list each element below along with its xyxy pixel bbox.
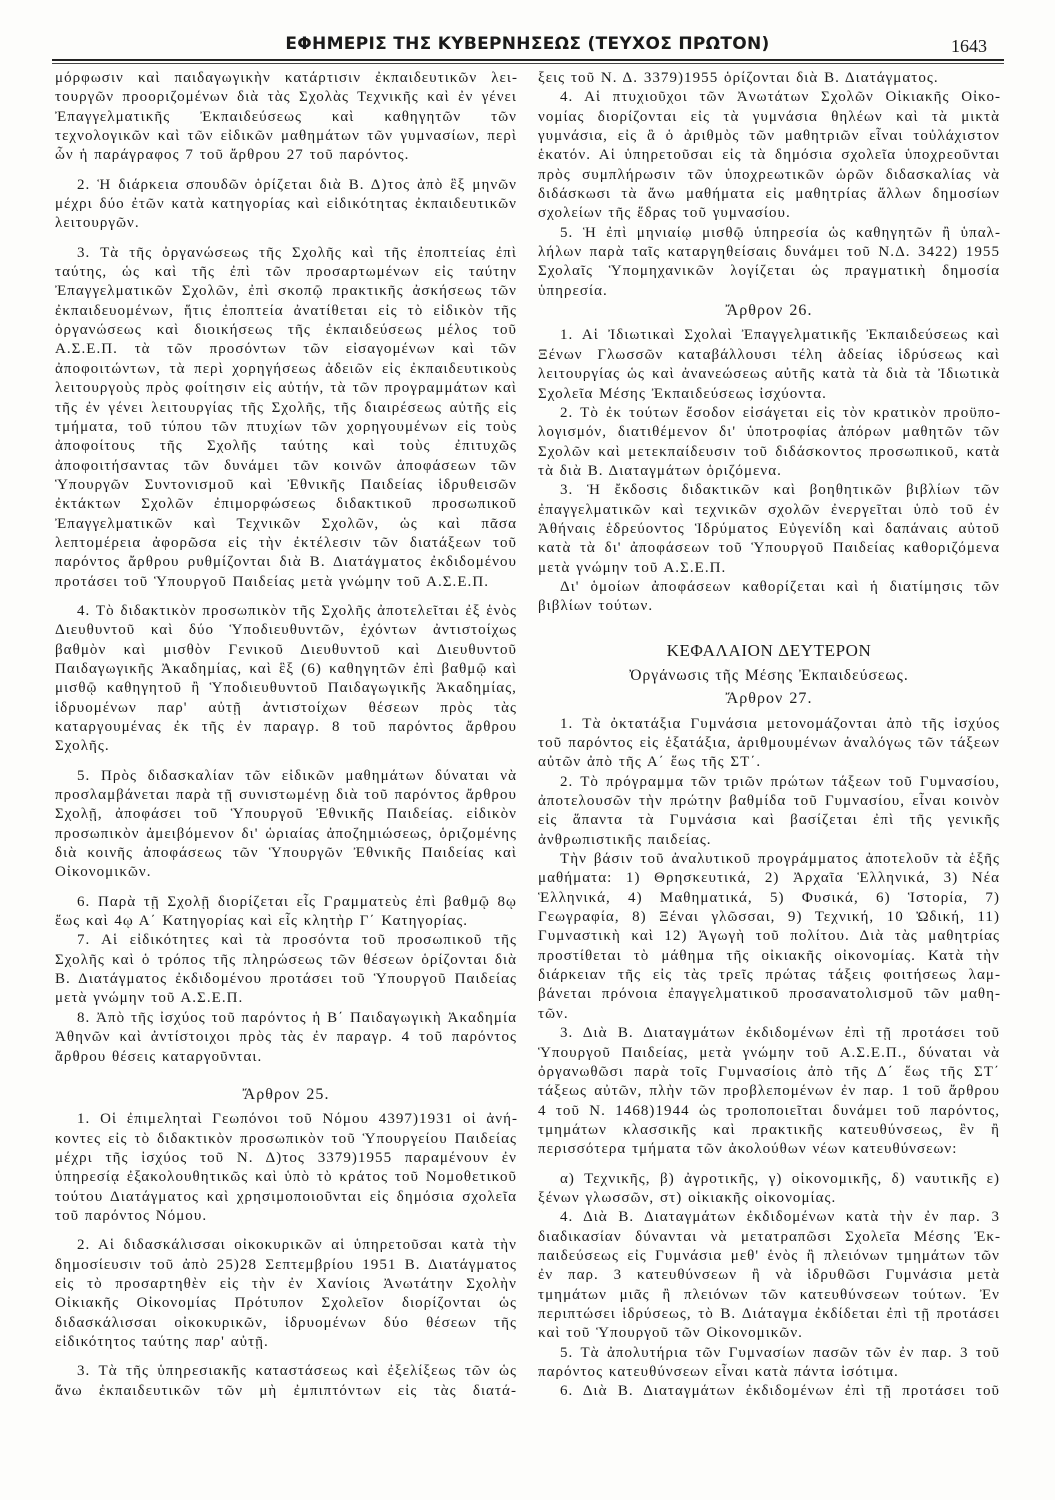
paragraph-3: 3. Τὰ τῆς ὀργανώσεως τῆς Σχολῆς καὶ τῆς ἐποπτείας ἐπὶ ταύτης, ὡς καὶ τῆς ἐπὶ τῶν προσαρτωμένων εἰς ταύτην Ἐπαγγελματικῶν Σχολῶν, ἐπὶ σκοπῷ πρακτικῆς ἀσκήσεως τῶν ἐκπαιδευομένων, ἥτις ἐποπτεία ἀνατίθεται εἰς τὸ εἰδικὸν τῆς ὀργανώσεως καὶ διοικήσεως τῆς ἐκπαιδεύσεως μέλος τοῦ Α.Σ.Ε.Π. τὰ τῶν προσόντων τῶν εἰσαγομένων καὶ τῶν ἀποφοιτώντων, τὰ περὶ χορηγήσεως ἀδειῶν εἰς ἐκπαιδευτικοὺς λειτουργοὺς πρὸς φοίτησιν εἰς αὐτήν, τὰ τῶν προγραμμάτων καὶ τῆς ἐν γένει λειτουργίας τῆς Σχολῆς, τῆς διαιρέσεως αὐτῆς εἰς τμήματα, τοῦ τύπου τῶν πτυχίων τῶν χορηγουμένων εἰς τοὺς ἀποφοίτους τῆς Σχολῆς ταύτης καὶ τοὺς ἐπιτυχῶς ἀποφοιτήσαντας τῶν δυνάμει τῶν κοινῶν ἀποφάσεων τῶν Ὑπουργῶν Συντονισμοῦ καὶ Ἐθνικῆς Παιδείας ἱδρυθεισῶν ἐκτάκτων Σχολῶν ἐπιμορφώσεως διδακτικοῦ προσωπικοῦ Ἐπαγγελματικῶν καὶ Τεχνικῶν Σχολῶν, ὡς καὶ πᾶσα λεπτομέρεια ἀφορῶσα εἰς τὴν ἐκτέλεσιν τῶν διατάξεων τοῦ παρόντος ἄρθρου ρυθμίζονται διὰ Β. Διατάγματος ἐκδιδομένου προτάσει τοῦ Ὑπουργοῦ Παιδείας μετὰ γνώμην τοῦ Α.Σ.Ε.Π.	[55, 244, 517, 590]
article-25-heading: Ἄρθρον 25.	[242, 1085, 330, 1103]
article-25-paragraph-1: 1. Οἱ ἐπιμεληταὶ Γεωπόνοι τοῦ Νόμου 4397)1931 οἱ ἀνήκοντες εἰς τὸ διδακτικὸν προσωπικὸν τοῦ Ὑπουργείου Παιδείας μέχρι τῆς ἰσχύος τοῦ Ν. Δ)τος 3379)1955 παραμένουν ἐν ὑπηρεσίᾳ ἐξακολουθητικῶς καὶ ὑπὸ τὸ κράτος τοῦ Νομοθετικοῦ τούτου Διατάγματος καὶ χρησιμοποιοῦνται εἰς δημόσια σχολεῖα τοῦ παρόντος Νόμου.	[55, 1111, 517, 1224]
chapter-title: ΚΕΦΑΛΑΙΟΝ ΔΕΥΤΕΡΟΝ	[666, 640, 872, 660]
article-27-paragraph-5: 5. Τὰ ἀπολυτήρια τῶν Γυμνασίων πασῶν τῶν ἐν παρ. 3 τοῦ παρόντος κατευθύνσεων εἶναι κατὰ πάντα ἰσότιμα.	[538, 1344, 1000, 1380]
article-27-paragraph-6: 6. Διὰ Β. Διαταγμάτων ἐκδιδομένων ἐπὶ τῇ προτάσει τοῦ	[560, 1383, 1000, 1400]
article-27-paragraph-2: 2. Τὸ πρόγραμμα τῶν τριῶν πρώτων τάξεων τοῦ Γυμνασίου, ἀποτελουσῶν τὴν πρώτην βαθμίδα τοῦ Γυμνασίου, εἶναι κοινὸν εἰς ἅπαντα τὰ Γυμνάσια καὶ βασίζεται ἐπὶ τῆς γενικῆς ἀνθρωπιστικῆς παιδείας.	[538, 773, 1000, 848]
article-27-paragraph-4: 4. Διὰ Β. Διαταγμάτων ἐκδιδομένων κατὰ τὴν ἐν παρ. 3 διαδικασίαν δύνανται νὰ μετατραπῶσι Σχολεῖα Μέσης Ἐκπαιδεύσεως εἰς Γυμνάσια μεθ' ἑνὸς ἢ πλειόνων τμημάτων τῶν ἐν παρ. 3 κατευθύνσεων ἢ νὰ ἱδρυθῶσι Γυμνάσια μετὰ τμημάτων μιᾶς ἢ πλειόνων τῶν κατευθύνσεων τούτων. Ἐν περιπτώσει ἱδρύσεως, τὸ Β. Διάταγμα ἐκδίδεται ἐπὶ τῇ προτάσει καὶ τοῦ Ὑπουργοῦ τῶν Οἰκονομικῶν.	[538, 1209, 1000, 1342]
article-27-paragraph-1: 1. Τὰ ὀκτατάξια Γυμνάσια μετονομάζονται ἀπὸ τῆς ἰσχύος τοῦ παρόντος εἰς ἑξατάξια, ἀριθμουμένων ἀναλόγως τῶν τάξεων αὐτῶν ἀπὸ τῆς Α΄ ἕως τῆς ΣΤ΄.	[538, 715, 1000, 771]
paragraph-4: 4. Τὸ διδακτικὸν προσωπικὸν τῆς Σχολῆς ἀποτελεῖται ἐξ ἑνὸς Διευθυντοῦ καὶ δύο Ὑποδιευθυντῶν, ἐχόντων ἀντιστοίχως βαθμὸν καὶ μισθὸν Γενικοῦ Διευθυντοῦ καὶ Διευθυντοῦ Παιδαγωγικῆς Ἀκαδημίας, καὶ ἓξ (6) καθηγητῶν ἐπὶ βαθμῷ καὶ μισθῷ καθηγητοῦ ἢ Ὑποδιευθυντοῦ Παιδαγωγικῆς Ἀκαδημίας, ἱδρυομένων παρ' αὐτῇ ἀντιστοίχων θέσεων πρὸς τὰς καταργουμένας ἐκ τῆς ἐν παραγρ. 8 τοῦ παρόντος ἄρθρου Σχολῆς.	[55, 602, 517, 755]
chapter-subtitle: Ὀργάνωσις τῆς Μέσης Ἐκπαιδεύσεως.	[629, 666, 909, 684]
paragraph-4: 4. Αἱ πτυχιοῦχοι τῶν Ἀνωτάτων Σχολῶν Οἰκιακῆς Οἰκονομίας διορίζονται εἰς τὰ γυμνάσια θηλέων καὶ τὰ μικτὰ γυμνάσια, εἰς ἃ ὁ ἀριθμὸς τῶν μαθητριῶν εἶναι τοὐλάχιστον ἑκατόν. Αἱ ὑπηρετοῦσαι εἰς τὰ δημόσια σχολεῖα ὑποχρεοῦνται πρὸς συμπλήρωσιν τῶν ὑποχρεωτικῶν ὡρῶν διδασκαλίας νὰ διδάσκωσι τὰ ἄνω μαθήματα εἰς μαθητρίας ἄλλων δημοσίων σχολείων τῆς ἕδρας τοῦ γυμνασίου.	[538, 89, 1000, 222]
running-header-title: ΕΦΗΜΕΡΙΣ ΤΗΣ ΚΥΒΕΡΝΗΣΕΩΣ (ΤΕΥΧΟΣ ΠΡΩΤΟΝ)	[285, 34, 770, 54]
paragraph-8: 8. Ἀπὸ τῆς ἰσχύος τοῦ παρόντος ἡ Β΄ Παιδαγωγικὴ Ἀκαδημία Ἀθηνῶν καὶ ἀντίστοιχοι πρὸς τὰς ἐν παραγρ. 4 τοῦ παρόντος ἄρθρου θέσεις καταργοῦνται.	[55, 1009, 517, 1065]
header-rule	[52, 59, 1004, 61]
page-number: 1643	[951, 36, 987, 56]
article-26-paragraph-1: 1. Αἱ Ἰδιωτικαὶ Σχολαὶ Ἐπαγγελματικῆς Ἐκπαιδεύσεως καὶ Ξένων Γλωσσῶν καταβάλλουσι τέλη ἀδείας ἱδρύσεως καὶ λειτουργίας ὡς καὶ ἀνανεώσεως αὐτῆς κατὰ τὰ διὰ τὰ Ἰδιωτικὰ Σχολεῖα Μέσης Ἐκπαιδεύσεως ἰσχύοντα.	[538, 327, 1000, 402]
article-27-paragraph-3: 3. Διὰ Β. Διαταγμάτων ἐκδιδομένων ἐπὶ τῇ προτάσει τοῦ Ὑπουργοῦ Παιδείας, μετὰ γνώμην τοῦ Α.Σ.Ε.Π., δύναται νὰ ὀργανωθῶσι παρὰ τοῖς Γυμνασίοις ἀπὸ τῆς Δ΄ ἕως τῆς ΣΤ΄ τάξεως αὐτῶν, πλὴν τῶν προβλεπομένων ἐν παρ. 1 τοῦ ἄρθρου 4 τοῦ Ν. 1468)1944 ὡς τροποποιεῖται δυνάμει τοῦ παρόντος, τμημάτων κλασσικῆς καὶ πρακτικῆς κατευθύνσεως, ἓν ἢ περισσότερα τμήματα τῶν ἀκολούθων νέων κατευθύνσεων:	[538, 1025, 1000, 1158]
article-27-heading: Ἄρθρον 27.	[725, 690, 813, 708]
left-column	[55, 69, 517, 1411]
paragraph-6: 6. Παρὰ τῇ Σχολῇ διορίζεται εἷς Γραμματεὺς ἐπὶ βαθμῷ 8ῳ ἕως καὶ 4ῳ Α΄ Κατηγορίας καὶ εἷς κλητὴρ Γ΄ Κατηγορίας.	[55, 893, 517, 930]
article-27-paragraph-2-subjects: Τὴν βάσιν τοῦ ἀναλυτικοῦ προγράμματος ἀποτελοῦν τὰ ἑξῆς μαθήματα: 1) Θρησκευτικά, 2) Ἀρχαῖα Ἑλληνικά, 3) Νέα Ἑλληνικά, 4) Μαθηματικά, 5) Φυσικά, 6) Ἱστορία, 7) Γεωγραφία, 8) Ξέναι γλῶσσαι, 9) Τεχνική, 10 Ὠδική, 11) Γυμναστικὴ καὶ 12) Ἀγωγὴ τοῦ πολίτου. Διὰ τὰς μαθητρίας προστίθεται τὸ μάθημα τῆς οἰκιακῆς οἰκονομίας. Κατὰ τὴν διάρκειαν τῆς εἰς τὰς τρεῖς πρώτας τάξεις φοιτήσεως λαμβάνεται πρόνοια ἐπαγγελματικοῦ προσανατολισμοῦ τῶν μαθητῶν.	[538, 851, 1000, 1022]
paragraph-continuation: μόρφωσιν καὶ παιδαγωγικὴν κατάρτισιν ἐκπαιδευτικῶν λειτουργῶν προοριζομένων διὰ τὰς Σχολὰς Τεχνικῆς καὶ ἐν γένει Ἐπαγγελματικῆς Ἐκπαιδεύσεως καὶ καθηγητῶν τῶν τεχνολογικῶν καὶ τῶν εἰδικῶν μαθημάτων τῶν γυμνασίων, περὶ ὧν ἡ παράγραφος 7 τοῦ ἄρθρου 27 τοῦ παρόντος.	[55, 70, 517, 164]
header-rule-thin	[52, 63, 1004, 64]
right-column	[538, 69, 1000, 1402]
paragraph-7: 7. Αἱ εἰδικότητες καὶ τὰ προσόντα τοῦ προσωπικοῦ τῆς Σχολῆς καὶ ὁ τρόπος τῆς πληρώσεως τῶν θέσεων ὁρίζονται διὰ Β. Διατάγματος ἐκδιδομένου προτάσει τοῦ Ὑπουργοῦ Παιδείας μετὰ γνώμην τοῦ Α.Σ.Ε.Π.	[55, 932, 517, 1007]
article-26-paragraph-3: 3. Ἡ ἔκδοσις διδακτικῶν καὶ βοηθητικῶν βιβλίων τῶν ἐπαγγελματικῶν καὶ τεχνικῶν σχολῶν ἐνεργεῖται ὑπὸ τοῦ ἐν Ἀθήναις ἑδρεύοντος Ἱδρύματος Εὐγενίδη καὶ δαπάναις αὐτοῦ κατὰ τὰ δι' ἀποφάσεων τοῦ Ὑπουργοῦ Παιδείας καθοριζόμενα μετὰ γνώμην τοῦ Α.Σ.Ε.Π.	[538, 482, 1000, 576]
paragraph-continuation: ξεις τοῦ Ν. Δ. 3379)1955 ὁρίζονται διὰ Β. Διατάγματος.	[538, 70, 939, 86]
paragraph-2: 2. Ἡ διάρκεια σπουδῶν ὁρίζεται διὰ Β. Δ)τος ἀπὸ ἓξ μηνῶν μέχρι δύο ἐτῶν κατὰ κατηγορίας καὶ εἰδικότητας ἐκπαιδευτικῶν λειτουργῶν.	[55, 176, 517, 232]
article-26-paragraph-4: Δι' ὁμοίων ἀποφάσεων καθορίζεται καὶ ἡ διατίμησις τῶν βιβλίων τούτων.	[538, 578, 1000, 615]
article-25-paragraph-2: 2. Αἱ διδασκάλισσαι οἰκοκυρικῶν αἱ ὑπηρετοῦσαι κατὰ τὴν δημοσίευσιν τοῦ ἀπὸ 25)28 Σεπτεμβρίου 1951 Β. Διατάγματος εἰς τὸ προσαρτηθὲν εἰς τὴν ἐν Χανίοις Ἀνωτάτην Σχολὴν Οἰκιακῆς Οἰκονομίας Πρότυπον Σχολεῖον διορίζονται ὡς διδασκάλισσαι οἰκοκυρικῶν, ἱδρυομένων δύο θέσεων τῆς εἰδικότητος ταύτης παρ' αὐτῇ.	[55, 1237, 517, 1350]
article-26-heading: Ἄρθρον 26.	[725, 302, 813, 320]
paragraph-5: 5. Πρὸς διδασκαλίαν τῶν εἰδικῶν μαθημάτων δύναται νὰ προσλαμβάνεται παρὰ τῇ συνιστωμένῃ διὰ τοῦ παρόντος ἄρθρου Σχολῇ, ἀποφάσει τοῦ Ὑπουργοῦ Ἐθνικῆς Παιδείας. εἰδικὸν προσωπικὸν ἀμειβόμενον δι' ὡριαίας ἀποζημιώσεως, ὁριζομένης διὰ κοινῆς ἀποφάσεως τῶν Ὑπουργῶν Ἐθνικῆς Παιδείας καὶ Οἰκονομικῶν.	[55, 767, 517, 881]
paragraph-5: 5. Ἡ ἐπὶ μηνιαίῳ μισθῷ ὑπηρεσία ὡς καθηγητῶν ἢ ὑπαλλήλων παρὰ ταῖς καταργηθείσαις δυνάμει τοῦ Ν.Δ. 3422) 1955 Σχολαῖς Ὑπομηχανικῶν λογίζεται ὡς πραγματικὴ δημοσία ὑπηρεσία.	[538, 224, 1000, 299]
article-27-directions-list: α) Τεχνικῆς, β) ἀγροτικῆς, γ) οἰκονομικῆς, δ) ναυτικῆς ε) ξένων γλωσσῶν, στ) οἰκιακῆς οἰκονομίας.	[538, 1170, 1000, 1206]
article-26-paragraph-2: 2. Τὸ ἐκ τούτων ἔσοδον εἰσάγεται εἰς τὸν κρατικὸν προϋπολογισμόν, διατιθέμενον δι' ὑποτροφίας ἀπόρων μαθητῶν τῶν Σχολῶν καὶ μετεκπαίδευσιν τοῦ διδάσκοντος προσωπικοῦ, κατὰ τὰ διὰ Β. Διαταγμάτων ὁριζόμενα.	[538, 404, 1000, 479]
article-25-paragraph-3: 3. Τὰ τῆς ὑπηρεσιακῆς καταστάσεως καὶ ἐξελίξεως τῶν ὡς ἄνω ἐκπαιδευτικῶν τῶν μὴ ἐμπιπτόντων εἰς τὰς διατά-	[55, 1363, 517, 1399]
